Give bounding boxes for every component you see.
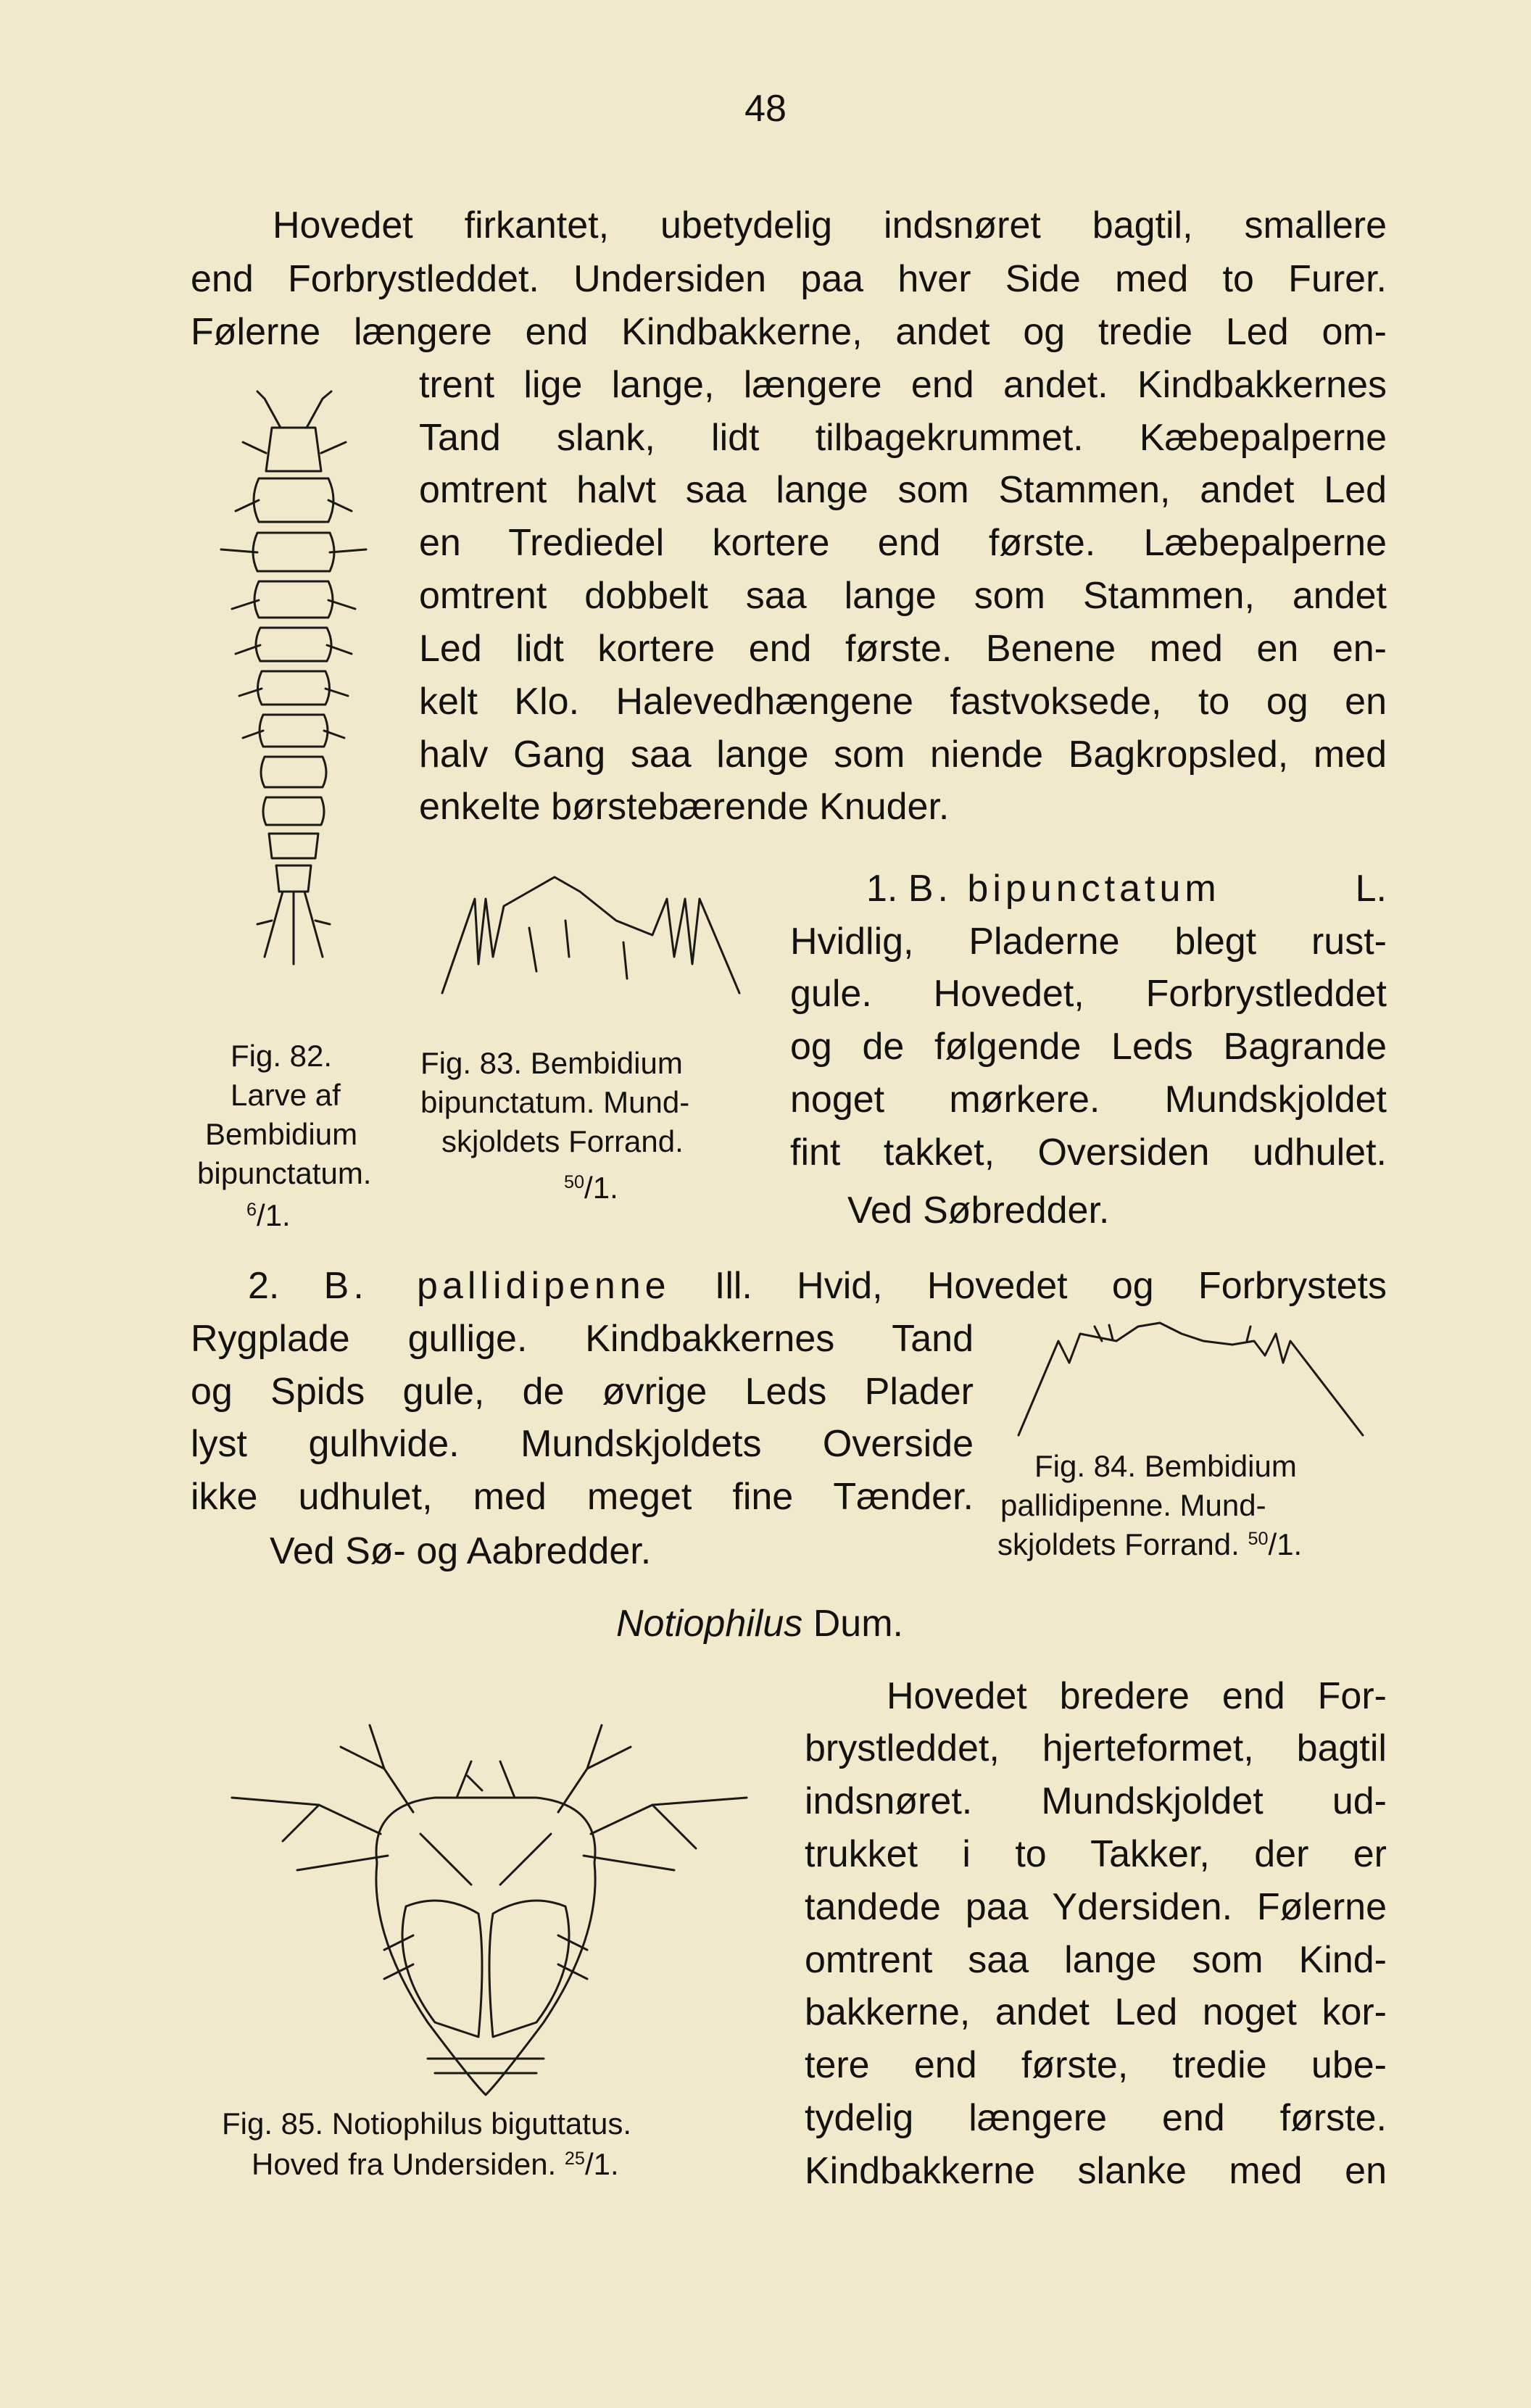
- larva-illustration: [214, 384, 381, 1037]
- fig85-caption: Hoved fra Undersiden. $^{25}$/1.: [252, 2147, 619, 2181]
- text-line: Hovedet firkantet, ubetydelig indsnøret bagtil, smallere: [273, 204, 1387, 246]
- text-line: tydelig længere end første.: [805, 2097, 1387, 2139]
- text-line: Følerne længere end Kindbakkerne, andet og tredie Led om-: [191, 311, 1387, 353]
- fig83-caption: Fig. 83. Bembidium: [420, 1046, 683, 1080]
- page-number: 48: [744, 88, 787, 130]
- fig83-magnification: $^{50}$/1.: [564, 1171, 618, 1205]
- fig82-caption: Bembidium: [205, 1117, 358, 1151]
- text-line: tandede paa Ydersiden. Følerne: [805, 1886, 1387, 1928]
- text-line: kelt Klo. Halevedhængene fastvoksede, to og en: [419, 681, 1387, 723]
- text-line: Hovedet bredere end For-: [887, 1675, 1387, 1717]
- text-line: trent lige lange, længere end andet. Kindbakkernes: [419, 364, 1387, 406]
- species-text: ikke udhulet, med meget fine Tænder.: [191, 1476, 974, 1518]
- fig84-caption: Fig. 84. Bembidium: [1034, 1449, 1297, 1483]
- text-line: tere end første, tredie ube-: [805, 2044, 1387, 2086]
- text-line: Led lidt kortere end første. Benene med en en-: [419, 628, 1387, 670]
- species-text: gule. Hovedet, Forbrystleddet: [790, 973, 1387, 1015]
- text-line: trukket i to Takker, der er: [805, 1833, 1387, 1875]
- text-line: Kindbakkerne slanke med en: [805, 2150, 1387, 2192]
- species-text: og de følgende Leds Bagrande: [790, 1026, 1387, 1068]
- text-line: omtrent dobbelt saa lange som Stammen, andet: [419, 575, 1387, 617]
- fig85-caption: Fig. 85. Notiophilus biguttatus.: [222, 2106, 631, 2141]
- mouthshield-illustration: [435, 870, 754, 1015]
- genus-heading: Notiophilus Dum.: [616, 1603, 903, 1645]
- text-line: omtrent halvt saa lange som Stammen, andet Led: [419, 469, 1387, 511]
- species-text: Rygplade gullige. Kindbakkernes Tand: [191, 1318, 974, 1360]
- text-line: end Forbrystleddet. Undersiden paa hver Side med to Furer.: [191, 258, 1387, 300]
- beetle-head-illustration: [196, 1718, 776, 2124]
- fig83-caption: bipunctatum. Mund-: [420, 1085, 690, 1119]
- text-line: indsnøret. Mundskjoldet ud-: [805, 1780, 1387, 1822]
- fig84-caption: pallidipenne. Mund-: [1000, 1488, 1266, 1522]
- species-text: fint takket, Oversiden udhulet.: [790, 1132, 1387, 1174]
- text-line: brystleddet, hjerteformet, bagtil: [805, 1727, 1387, 1769]
- text-line: bakkerne, andet Led noget kor-: [805, 1991, 1387, 2033]
- mouthshield-illustration: [1015, 1312, 1377, 1442]
- species-heading: 1. B. bipunctatum L.: [866, 868, 1387, 910]
- fig82-caption: bipunctatum.: [197, 1156, 372, 1190]
- fig84-caption: skjoldets Forrand. $^{50}$/1.: [997, 1527, 1303, 1561]
- species-habitat: Ved Sø- og Aabredder.: [270, 1530, 652, 1572]
- fig82-caption: Larve af: [231, 1078, 341, 1112]
- text-line: omtrent saa lange som Kind-: [805, 1939, 1387, 1981]
- text-line: en Trediedel kortere end første. Læbepalperne: [419, 522, 1387, 564]
- fig82-label: Fig. 82.: [231, 1039, 333, 1073]
- text-line: halv Gang saa lange som niende Bagkropsled, med: [419, 734, 1387, 776]
- species-text: lyst gulhvide. Mundskjoldets Overside: [191, 1423, 974, 1465]
- fig82-magnification: $^6$/1.: [246, 1198, 291, 1232]
- text-line: enkelte børstebærende Knuder.: [419, 786, 950, 828]
- species-habitat: Ved Søbredder.: [847, 1190, 1110, 1232]
- species-text: Hvidlig, Pladerne blegt rust-: [790, 921, 1387, 963]
- fig83-caption: skjoldets Forrand.: [441, 1124, 684, 1158]
- species-heading: 2. B. pallidipenne Ill. Hvid, Hovedet og Forbrystets: [248, 1265, 1387, 1307]
- text-line: Tand slank, lidt tilbagekrummet. Kæbepalperne: [419, 417, 1387, 459]
- species-text: og Spids gule, de øvrige Leds Plader: [191, 1371, 974, 1413]
- species-text: noget mørkere. Mundskjoldet: [790, 1079, 1387, 1121]
